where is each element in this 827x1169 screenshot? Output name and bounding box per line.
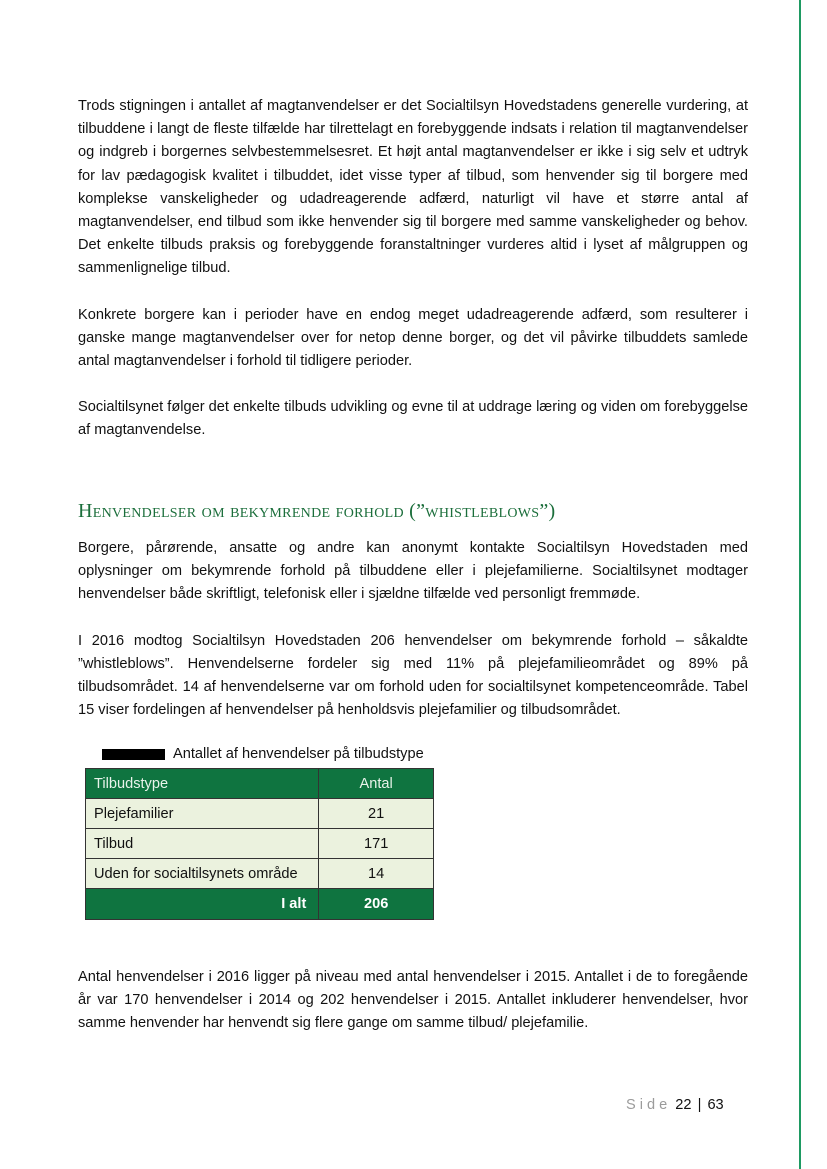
- paragraph-contact: Borgere, pårørende, ansatte og andre kan anonymt kontakte Socialtilsyn Hovedstaden med oplysninger om bekymrende forhold på tilbuddene eller i plejefamilierne. Socialtilsynet modtager henvendelser både skriftligt, telefonisk eller i sjældne tilfælde ved personligt fremmøde.: [78, 540, 748, 603]
- table-header-row: [86, 769, 434, 799]
- page-footer: [626, 1097, 724, 1113]
- row-type: Tilbud: [86, 829, 319, 859]
- caption-marker: [102, 749, 165, 760]
- row-count: 21: [319, 799, 434, 829]
- footer-side-label: Side: [626, 1097, 672, 1113]
- paragraph-assessment: Trods stigningen i antallet af magtanvendelser er det Socialtilsyn Hovedstadens generelle vurdering, at tilbuddene i langt de fleste tilfælde har tilrettelagt en forebyggende indsats i relation til magtanvendelser og indgreb i borgernes selvbestemmelsesret. Et højt antal magtanvendelser er ikke i sig selv et udtryk for lav pædagogisk kvalitet i tilbuddet, idet visse typer af tilbud, som henvender sig til borgere med komplekse vanskeligheder og udadreagerende adfærd, naturligt vil have et større antal af magtanvendelser, end tilbud som ikke henvender sig til borgere med samme vanskeligheder og behov. Det enkelte tilbuds praksis og forebyggende foranstaltninger vurderes altid i lyset af målgruppen og sammenlignelige tilbud.: [78, 98, 748, 277]
- table-total-row: [86, 889, 434, 920]
- section-header: [78, 500, 748, 523]
- row-type: Uden for socialtilsynets område: [86, 859, 319, 889]
- table-row: [86, 799, 434, 829]
- top-text-block: [78, 95, 748, 443]
- page-edge-rule: [799, 0, 801, 1169]
- footer-total-pages: 63: [707, 1097, 724, 1113]
- footer-page-number: 22: [675, 1097, 692, 1113]
- table-caption: [102, 745, 424, 763]
- footer-separator: |: [697, 1097, 702, 1113]
- whistleblow-table: [85, 768, 434, 920]
- table-row: [86, 829, 434, 859]
- bottom-text-block: [78, 966, 748, 1036]
- row-count: 14: [319, 859, 434, 889]
- section-title: Henvendelser om bekymrende forhold (”whistleblows”): [78, 500, 556, 522]
- row-type: Plejefamilier: [86, 799, 319, 829]
- paragraph-learning: Socialtilsynet følger det enkelte tilbuds udvikling og evne til at uddrage læring og viden om forebyggelse af magtanvendelse.: [78, 399, 748, 439]
- paragraph-citizens: Konkrete borgere kan i perioder have en endog meget udadreagerende adfærd, som resulterer i ganske mange magtanvendelser over for netop denne borger, og det vil påvirke tilbuddets samlede antal magtanvendelser i forhold til tidligere perioder.: [78, 306, 748, 370]
- paragraph-2016-count: I 2016 modtog Socialtilsyn Hovedstaden 206 henvendelser om bekymrende forhold – såkaldte ”whistleblows”. Henvendelserne fordeler sig med 11% på plejefamilieområdet og 89% på tilbudsområdet. 14 af henvendelserne var om forhold uden for socialtilsynet kompetenceområde. Tabel 15 viser fordelingen af henvendelser på henholdsvis plejefamilier og tilbudsområdet.: [78, 632, 748, 719]
- total-value: 206: [319, 889, 434, 920]
- table-row: [86, 859, 434, 889]
- header-type: Tilbudstype: [86, 769, 319, 799]
- section-text-block: [78, 537, 748, 722]
- total-label: I alt: [86, 889, 319, 920]
- row-count: 171: [319, 829, 434, 859]
- header-count: Antal: [319, 769, 434, 799]
- paragraph-comparison: Antal henvendelser i 2016 ligger på niveau med antal henvendelser i 2015. Antallet i de to foregående år var 170 henvendelser i 2014 og 202 henvendelser i 2015. Antallet inkluderer henvendelser, hvor samme henvender har henvendt sig flere gange om samme tilbud/ plejefamilie.: [78, 969, 748, 1032]
- table-caption-text: Antallet af henvendelser på tilbudstype: [173, 746, 424, 762]
